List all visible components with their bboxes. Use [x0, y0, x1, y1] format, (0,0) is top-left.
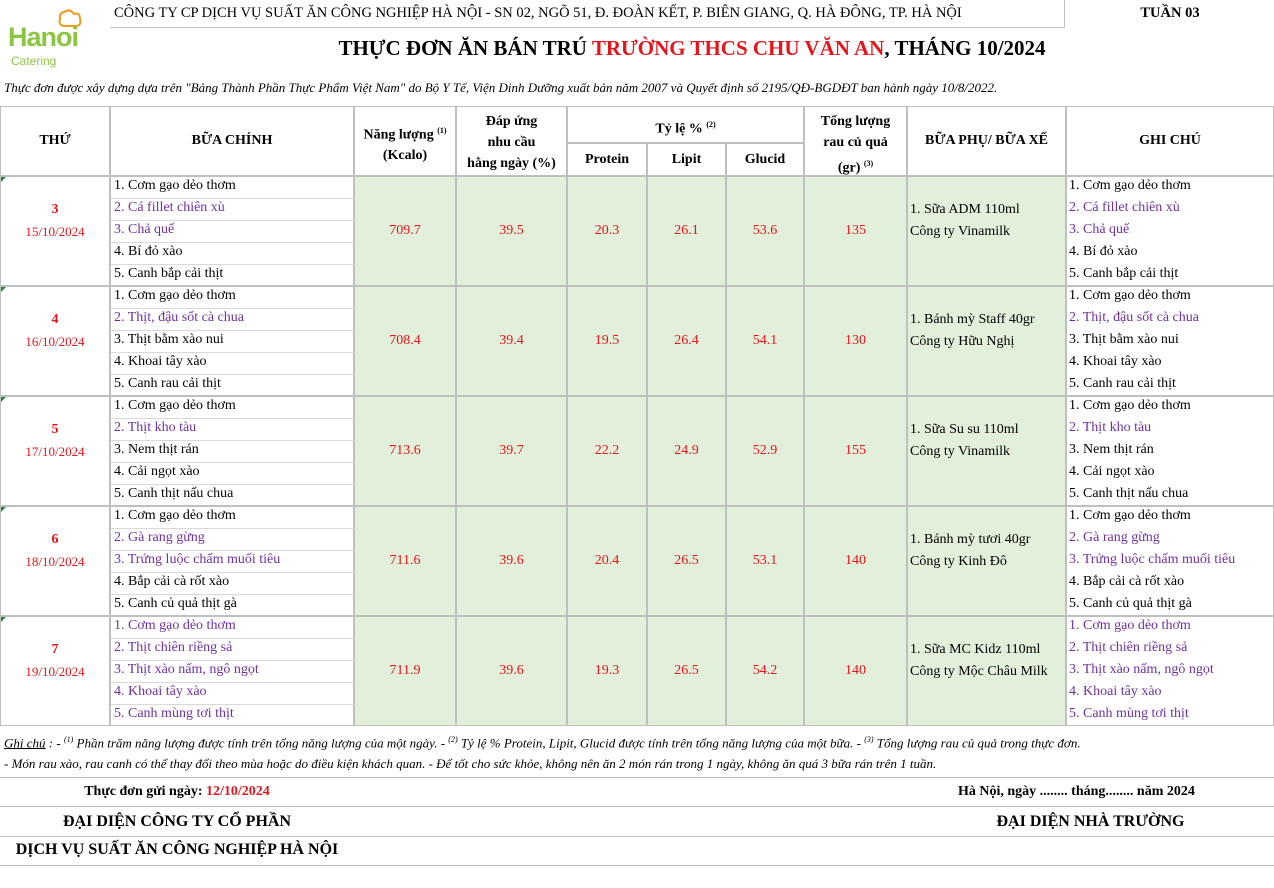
col-daily-need: Đáp ứng nhu cầu hằng ngày (%): [456, 106, 567, 176]
energy-value: 713.6: [354, 396, 456, 506]
note-item: 1. Cơm gạo dẻo thơm: [1069, 288, 1191, 303]
meal-item: 5. Canh mùng tơi thịt: [114, 706, 234, 721]
company-logo: [4, 8, 104, 68]
meal-item: 3. Chả quế: [114, 222, 175, 237]
vegetable-value: 140: [804, 616, 907, 726]
day-number: 7: [51, 642, 59, 657]
col-glucid: Glucid: [726, 143, 804, 176]
meal-item: 1. Cơm gạo dẻo thơm: [114, 508, 236, 523]
day-cell: [0, 396, 110, 506]
meal-item: 2. Gà rang gừng: [114, 530, 205, 545]
col-day: THỨ: [0, 106, 110, 176]
lipit-value: 26.5: [647, 616, 726, 726]
daily-need-value: 39.7: [456, 396, 567, 506]
snack-cell: [907, 396, 1066, 506]
page-title: THỰC ĐƠN ĂN BÁN TRÚ TRƯỜNG THCS CHU VĂN AN, THÁNG 10/2024: [338, 36, 1046, 60]
note-item: 4. Cải ngọt xào: [1069, 464, 1155, 479]
col-main-meal: BỮA CHÍNH: [110, 106, 354, 176]
day-block: [0, 176, 1274, 286]
meal-item: 2. Thịt chiên riềng sả: [114, 640, 233, 655]
day-date: 19/10/2024: [25, 664, 85, 679]
logo-text-sub: Catering: [11, 54, 57, 68]
meal-item: 1. Cơm gạo dẻo thơm: [114, 288, 236, 303]
day-date: 15/10/2024: [25, 224, 85, 239]
note-item: 3. Trứng luộc chấm muối tiêu: [1069, 552, 1236, 567]
note-item: 3. Chả quế: [1069, 222, 1130, 237]
snack-item: 1. Sữa Su su 110ml: [910, 422, 1019, 437]
note-cell: [1066, 176, 1274, 286]
menu-table-body: [0, 176, 1274, 726]
daily-need-value: 39.4: [456, 286, 567, 396]
note-cell: [1066, 396, 1274, 506]
glucid-value: 53.1: [726, 506, 804, 616]
cell-comment-marker: [1, 397, 6, 402]
meal-item: 5. Canh củ quả thịt gà: [114, 596, 237, 611]
vegetable-value: 135: [804, 176, 907, 286]
note-item: 3. Nem thịt rán: [1069, 442, 1154, 457]
note-item: 5. Canh rau cải thịt: [1069, 376, 1176, 391]
main-meal-cell: [110, 286, 354, 396]
meal-item: 5. Canh bắp cải thịt: [114, 266, 224, 281]
lipit-value: 26.1: [647, 176, 726, 286]
daily-need-value: 39.6: [456, 616, 567, 726]
note-item: 1. Cơm gạo dẻo thơm: [1069, 178, 1191, 193]
snack-cell: [907, 506, 1066, 616]
lipit-value: 26.5: [647, 506, 726, 616]
day-number: 5: [51, 422, 59, 437]
day-number: 4: [51, 312, 59, 327]
note-item: 5. Canh củ quả thịt gà: [1069, 596, 1192, 611]
snack-supplier: Công ty Kinh Đô: [910, 554, 1007, 569]
glucid-value: 54.1: [726, 286, 804, 396]
place-date: Hà Nội, ngày ........ tháng........ năm 2024: [958, 784, 1195, 799]
cell-comment-marker: [1, 287, 6, 292]
note-item: 1. Cơm gạo dẻo thơm: [1069, 618, 1191, 633]
meal-item: 2. Thịt kho tàu: [114, 420, 197, 435]
protein-value: 20.4: [567, 506, 647, 616]
day-block: [0, 616, 1274, 726]
company-address: CÔNG TY CP DỊCH VỤ SUẤT ĂN CÔNG NGHIỆP HÀ NỘI - SN 02, NGÕ 51, Đ. ĐOÀN KẾT, P. BIÊN GIANG, Q. HÀ ĐÔNG, TP. HÀ NỘI: [114, 5, 962, 21]
meal-item: 4. Bí đỏ xào: [114, 244, 183, 259]
day-date: 18/10/2024: [25, 554, 85, 569]
snack-item: 1. Bánh mỳ tươi 40gr: [910, 532, 1031, 547]
day-cell: [0, 506, 110, 616]
note-item: 5. Canh mùng tơi thịt: [1069, 706, 1189, 721]
snack-supplier: Công ty Vinamilk: [910, 224, 1011, 239]
snack-supplier: Công ty Mộc Châu Milk: [910, 664, 1048, 679]
note-item: 2. Gà rang gừng: [1069, 530, 1160, 545]
note-item: 3. Thịt bằm xào nui: [1069, 332, 1179, 347]
menu-basis-note: Thực đơn được xây dựng dựa trên "Bảng Thành Phần Thực Phẩm Việt Nam" do Bộ Y Tế, Viện Dinh Dưỡng xuất bản năm 2007 và Quyết định số 2195/QĐ-BGDĐT ban hành ngày 10/8/2022.: [4, 80, 998, 95]
col-energy: Năng lượng $^{(1)}$ (Kcalo): [354, 106, 456, 176]
meal-item: 5. Canh thịt nấu chua: [114, 486, 234, 501]
meal-item: 2. Cá fillet chiên xù: [114, 200, 225, 215]
snack-item: 1. Sữa ADM 110ml: [910, 202, 1020, 217]
vegetable-value: 130: [804, 286, 907, 396]
meal-item: 3. Thịt xào nấm, ngô ngọt: [114, 662, 259, 677]
meal-item: 3. Trứng luộc chấm muối tiêu: [114, 552, 281, 567]
note-cell: [1066, 286, 1274, 396]
protein-value: 19.5: [567, 286, 647, 396]
main-meal-cell: [110, 616, 354, 726]
day-number: 3: [51, 202, 59, 217]
energy-value: 708.4: [354, 286, 456, 396]
cell-comment-marker: [1, 507, 6, 512]
meal-item: 1. Cơm gạo dẻo thơm: [114, 618, 236, 633]
school-representative: ĐẠI DIỆN NHÀ TRƯỜNG: [996, 813, 1185, 830]
col-snack: BỮA PHỤ/ BỮA XẾ: [907, 106, 1066, 176]
col-ratio: Tỷ lệ % $^{(2)}$: [567, 106, 804, 143]
snack-cell: [907, 286, 1066, 396]
snack-item: 1. Bánh mỳ Staff 40gr: [910, 312, 1035, 327]
day-block: [0, 286, 1274, 396]
snack-cell: [907, 176, 1066, 286]
glucid-value: 54.2: [726, 616, 804, 726]
note-item: 4. Bắp cải cà rốt xào: [1069, 574, 1185, 589]
main-meal-cell: [110, 506, 354, 616]
week-label: TUẦN 03: [1140, 5, 1200, 21]
company-representative-1: ĐẠI DIỆN CÔNG TY CỔ PHẦN: [62, 813, 291, 830]
day-cell: [0, 176, 110, 286]
day-block: [0, 396, 1274, 506]
glucid-value: 52.9: [726, 396, 804, 506]
note-item: 1. Cơm gạo dẻo thơm: [1069, 398, 1191, 413]
note-item: 3. Thịt xào nấm, ngô ngọt: [1069, 662, 1214, 677]
meal-item: 4. Bắp cải cà rốt xào: [114, 574, 230, 589]
energy-value: 709.7: [354, 176, 456, 286]
col-vegetables: Tổng lượng rau củ quả (gr) $^{(3)}$: [804, 106, 907, 176]
note-item: 1. Cơm gạo dẻo thơm: [1069, 508, 1191, 523]
note-item: 2. Thịt chiên riềng sả: [1069, 640, 1188, 655]
school-name: TRƯỜNG THCS CHU VĂN AN: [591, 36, 885, 60]
day-cell: [0, 616, 110, 726]
col-lipit: Lipit: [647, 143, 726, 176]
vegetable-value: 155: [804, 396, 907, 506]
daily-need-value: 39.5: [456, 176, 567, 286]
meal-item: 4. Khoai tây xào: [114, 684, 207, 699]
day-number: 6: [51, 532, 59, 547]
day-date: 17/10/2024: [25, 444, 85, 459]
cell-comment-marker: [1, 177, 6, 182]
company-representative-2: DỊCH VỤ SUẤT ĂN CÔNG NGHIỆP HÀ NỘI: [15, 841, 339, 858]
day-cell: [0, 286, 110, 396]
note-item: 4. Khoai tây xào: [1069, 684, 1162, 699]
snack-cell: [907, 616, 1066, 726]
lipit-value: 24.9: [647, 396, 726, 506]
meal-item: 1. Cơm gạo dẻo thơm: [114, 178, 236, 193]
meal-item: 5. Canh rau cải thịt: [114, 376, 221, 391]
snack-supplier: Công ty Hữu Nghị: [910, 334, 1015, 349]
energy-value: 711.6: [354, 506, 456, 616]
column-header: [0, 106, 1274, 176]
glucid-value: 53.6: [726, 176, 804, 286]
vegetable-value: 140: [804, 506, 907, 616]
lipit-value: 26.4: [647, 286, 726, 396]
cell-comment-marker: [1, 617, 6, 622]
col-protein: Protein: [567, 143, 647, 176]
main-meal-cell: [110, 176, 354, 286]
note-item: 2. Thịt kho tàu: [1069, 420, 1152, 435]
daily-need-value: 39.6: [456, 506, 567, 616]
energy-value: 711.9: [354, 616, 456, 726]
note-item: 5. Canh bắp cải thịt: [1069, 266, 1179, 281]
snack-supplier: Công ty Vinamilk: [910, 444, 1011, 459]
note-item: 4. Khoai tây xào: [1069, 354, 1162, 369]
note-cell: [1066, 616, 1274, 726]
note-item: 4. Bí đỏ xào: [1069, 244, 1138, 259]
logo-text-main: Hanoi: [8, 22, 79, 52]
note-cell: [1066, 506, 1274, 616]
snack-item: 1. Sữa MC Kidz 110ml: [910, 642, 1041, 657]
meal-item: 1. Cơm gạo dẻo thơm: [114, 398, 236, 413]
sent-date-line: Thực đơn gửi ngày: 12/10/2024: [84, 784, 270, 799]
meal-item: 3. Nem thịt rán: [114, 442, 199, 457]
note-item: 5. Canh thịt nấu chua: [1069, 486, 1189, 501]
meal-item: 4. Cải ngọt xào: [114, 464, 200, 479]
protein-value: 20.3: [567, 176, 647, 286]
note-item: 2. Thịt, đậu sốt cà chua: [1069, 310, 1199, 325]
protein-value: 22.2: [567, 396, 647, 506]
col-note: GHI CHÚ: [1066, 106, 1274, 176]
note-item: 2. Cá fillet chiên xù: [1069, 200, 1180, 215]
footnote-line-1: Ghi chú : - $^{(1)}$ Phần trăm năng lượng được tính trên tổng năng lượng của một ngày. - $^{(2)}$ Tỷ lệ % Protein, Lipit, Glucid được tính trên tổng năng lượng của một bữa. - $^{(3)}$ Tổng lượng rau củ quả trong thực đơn.: [4, 735, 1081, 751]
meal-item: 3. Thịt bằm xào nui: [114, 332, 224, 347]
meal-item: 2. Thịt, đậu sốt cà chua: [114, 310, 244, 325]
main-meal-cell: [110, 396, 354, 506]
day-date: 16/10/2024: [25, 334, 85, 349]
meal-item: 4. Khoai tây xào: [114, 354, 207, 369]
footnote-line-2: - Món rau xào, rau canh có thể thay đổi theo mùa hoặc do điều kiện khách quan. - Để tốt cho sức khỏe, không nên ăn 2 món rán trong 1 ngày, không ăn quá 3 bữa rán trên 1 tuần.: [4, 756, 937, 771]
day-block: [0, 506, 1274, 616]
protein-value: 19.3: [567, 616, 647, 726]
